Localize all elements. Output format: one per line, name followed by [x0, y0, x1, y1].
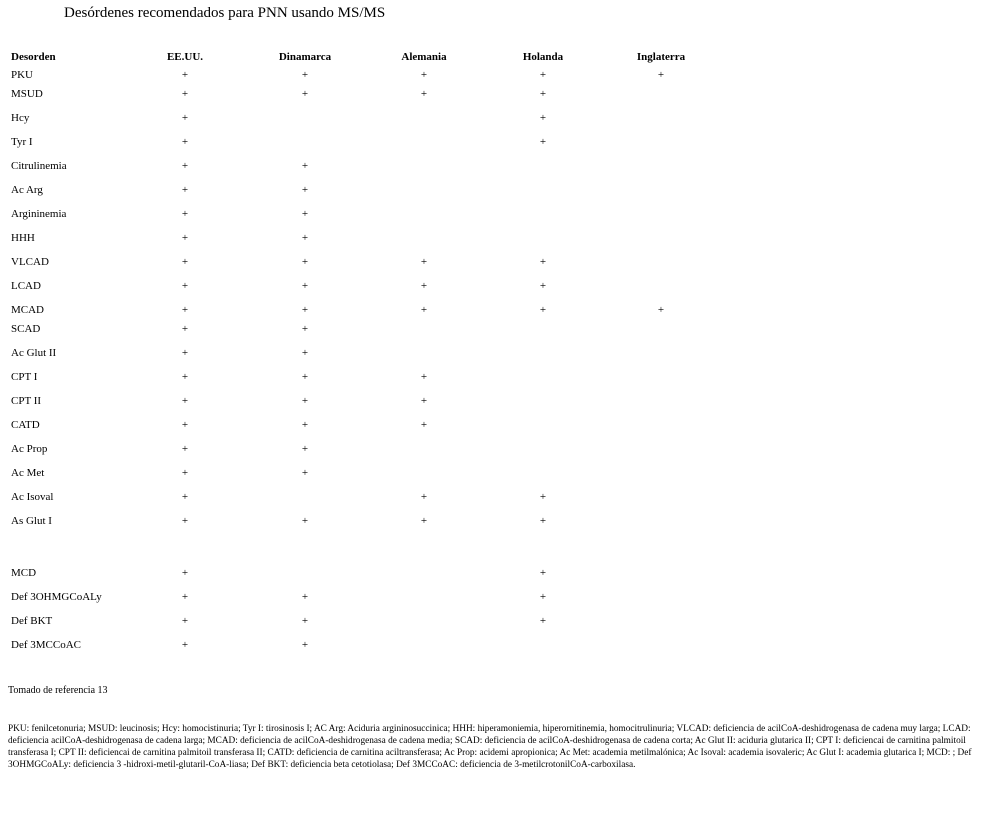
- plus-mark: +: [420, 69, 428, 81]
- row-label: Ac Glut II: [11, 347, 57, 359]
- header-disorder: Desorden: [11, 51, 56, 63]
- plus-mark: +: [420, 395, 428, 407]
- plus-mark: +: [301, 208, 309, 220]
- row-label: SCAD: [11, 323, 41, 335]
- plus-mark: +: [539, 88, 547, 100]
- plus-mark: +: [301, 347, 309, 359]
- header-germany: Alemania: [401, 51, 447, 63]
- plus-mark: +: [181, 184, 189, 196]
- plus-mark: +: [539, 304, 547, 316]
- plus-mark: +: [301, 639, 309, 651]
- plus-mark: +: [301, 395, 309, 407]
- plus-mark: +: [301, 323, 309, 335]
- plus-mark: +: [181, 467, 189, 479]
- plus-mark: +: [181, 591, 189, 603]
- plus-mark: +: [420, 256, 428, 268]
- row-label: Tyr I: [11, 136, 33, 148]
- plus-mark: +: [181, 304, 189, 316]
- row-label: Ac Met: [11, 467, 45, 479]
- reference-note: Tomado de referencia 13: [8, 685, 108, 696]
- row-label: Def BKT: [11, 615, 53, 627]
- plus-mark: +: [181, 347, 189, 359]
- plus-mark: +: [539, 591, 547, 603]
- plus-mark: +: [420, 88, 428, 100]
- plus-mark: +: [539, 69, 547, 81]
- plus-mark: +: [539, 112, 547, 124]
- plus-mark: +: [181, 323, 189, 335]
- row-label: VLCAD: [11, 256, 49, 268]
- row-label: CATD: [11, 419, 40, 431]
- page-title: Desórdenes recomendados para PNN usando MS/MS: [64, 5, 386, 21]
- plus-mark: +: [181, 280, 189, 292]
- plus-mark: +: [420, 491, 428, 503]
- row-label: Citrulinemia: [11, 160, 67, 172]
- row-label: Argininemia: [11, 208, 67, 220]
- plus-mark: +: [420, 280, 428, 292]
- plus-mark: +: [301, 160, 309, 172]
- plus-mark: +: [301, 615, 309, 627]
- plus-mark: +: [181, 232, 189, 244]
- plus-mark: +: [181, 615, 189, 627]
- row-label: Def 3MCCoAC: [11, 639, 81, 651]
- plus-mark: +: [181, 112, 189, 124]
- plus-mark: +: [181, 88, 189, 100]
- plus-mark: +: [301, 515, 309, 527]
- plus-mark: +: [181, 515, 189, 527]
- row-label: Ac Prop: [11, 443, 48, 455]
- plus-mark: +: [539, 491, 547, 503]
- row-label: Hcy: [11, 112, 30, 124]
- row-label: LCAD: [11, 280, 41, 292]
- plus-mark: +: [539, 515, 547, 527]
- row-label: MCD: [11, 567, 37, 579]
- plus-mark: +: [301, 467, 309, 479]
- header-netherlands: Holanda: [522, 51, 564, 63]
- header-usa: EE.UU.: [166, 51, 204, 63]
- plus-mark: +: [181, 567, 189, 579]
- plus-mark: +: [301, 88, 309, 100]
- plus-mark: +: [539, 256, 547, 268]
- row-label: MCAD: [11, 304, 45, 316]
- row-label: Ac Arg: [11, 184, 43, 196]
- plus-mark: +: [181, 136, 189, 148]
- plus-mark: +: [301, 304, 309, 316]
- row-label: MSUD: [11, 88, 43, 100]
- plus-mark: +: [181, 69, 189, 81]
- plus-mark: +: [539, 567, 547, 579]
- plus-mark: +: [301, 443, 309, 455]
- plus-mark: +: [181, 395, 189, 407]
- plus-mark: +: [181, 371, 189, 383]
- plus-mark: +: [301, 232, 309, 244]
- plus-mark: +: [181, 419, 189, 431]
- plus-mark: +: [181, 256, 189, 268]
- row-label: Def 3OHMGCoALy: [11, 591, 102, 603]
- plus-mark: +: [539, 136, 547, 148]
- row-label: PKU: [11, 69, 34, 81]
- plus-mark: +: [657, 304, 665, 316]
- plus-mark: +: [181, 160, 189, 172]
- plus-mark: +: [420, 419, 428, 431]
- abbreviations-legend: PKU: fenilcetonuria; MSUD: leucinosis; Hcy: homocistinuria; Tyr I: tirosinosis I; AC Arg: Aciduria argininosuccinica; HHH: hiperamoniemia, hiperornitinemia, homocitrulinuria; VLCAD: deficiencia de acilCoA-deshidrogenasa de cadena muy larga; LCAD: deficiencia acilCoA-deshidrogenasa de cadena larga; MCAD: deficiencia de acilCoA-deshidrogenasa de cadena media; SCAD: deficiencia de acilCoA-deshidrogenasa de cadena corta; Ac Glut II: aciduria glutarica II; CPT I: deficiencai de carnitina palmitoil transferasa I; CPT II: deficiencai de carnitina palmitoil transferasa II; CATD: deficiencia de carnitina aciltransferasa; Ac Prop: acidemi apropionica; Ac Met: academia metilmalónica; Ac Isoval: academia isovaleric; Ac Glut I: academia glutarica I; MCD: ; Def 3OHMGCoALy: deficiencia 3 -hidroxi-metil-glutaril-CoA-liasa; Def BKT: deficiencia beta cetotiolasa; Def 3MCCoAC: deficiencia de 3-metilcrotonilCoA-carboxilasa.: [8, 724, 972, 770]
- plus-mark: +: [420, 304, 428, 316]
- plus-mark: +: [301, 69, 309, 81]
- plus-mark: +: [181, 208, 189, 220]
- header-england: Inglaterra: [636, 51, 686, 63]
- plus-mark: +: [181, 443, 189, 455]
- row-label: CPT II: [11, 395, 42, 407]
- plus-mark: +: [301, 280, 309, 292]
- plus-mark: +: [420, 515, 428, 527]
- plus-mark: +: [301, 184, 309, 196]
- plus-mark: +: [539, 615, 547, 627]
- plus-mark: +: [301, 256, 309, 268]
- plus-mark: +: [301, 371, 309, 383]
- row-label: HHH: [11, 232, 35, 244]
- row-label: CPT I: [11, 371, 38, 383]
- plus-mark: +: [301, 419, 309, 431]
- plus-mark: +: [181, 491, 189, 503]
- plus-mark: +: [420, 371, 428, 383]
- plus-mark: +: [657, 69, 665, 81]
- plus-mark: +: [539, 280, 547, 292]
- plus-mark: +: [181, 639, 189, 651]
- header-denmark: Dinamarca: [278, 51, 332, 63]
- plus-mark: +: [301, 591, 309, 603]
- row-label: As Glut I: [11, 515, 52, 527]
- row-label: Ac Isoval: [11, 491, 54, 503]
